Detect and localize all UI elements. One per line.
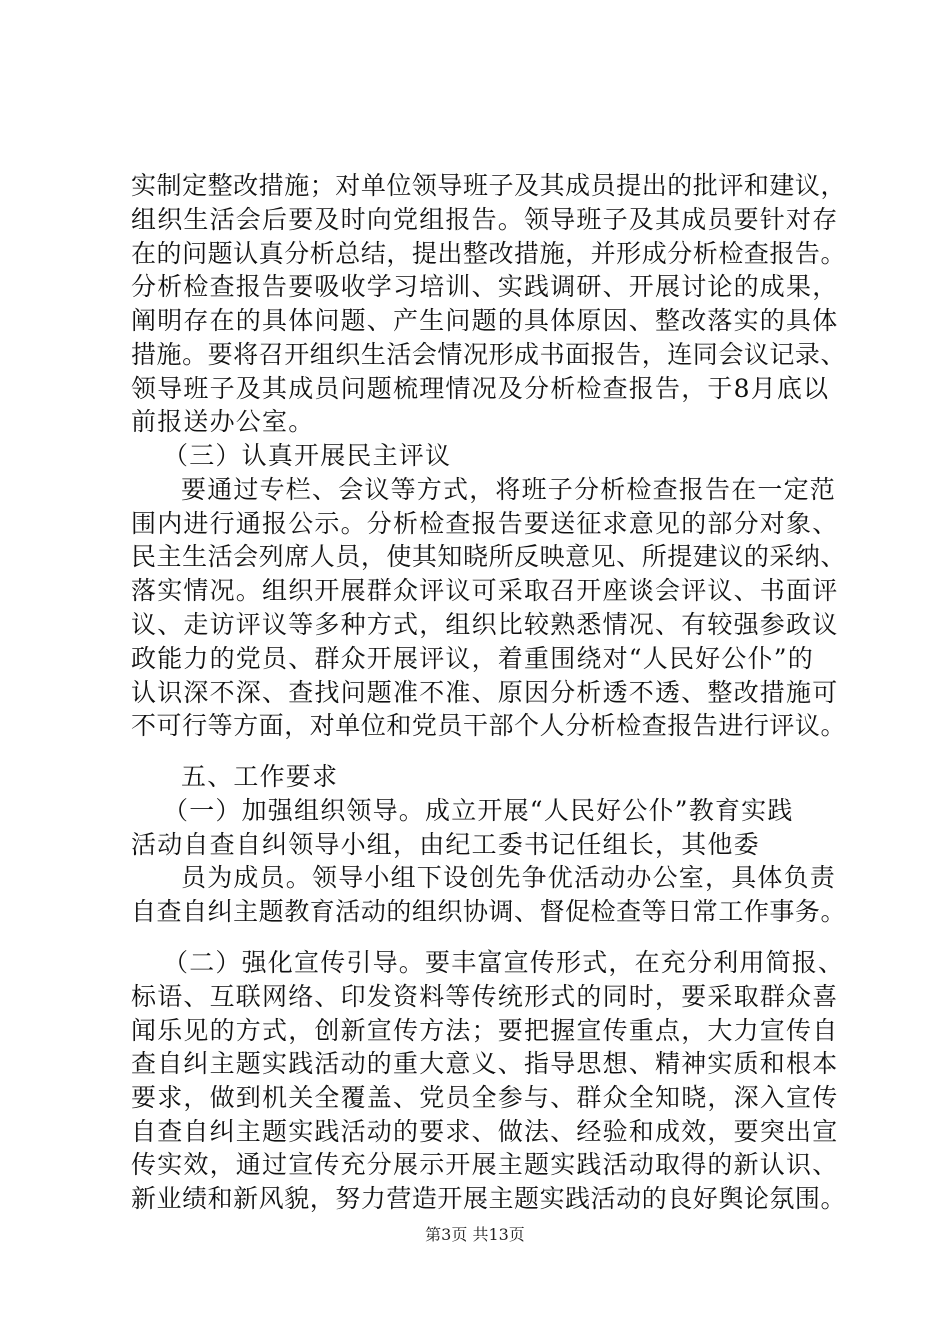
text-line: 前报送办公室。 — [131, 407, 315, 436]
text-line: 民主生活会列席人员，使其知晓所反映意见、所提建议的采纳、 — [131, 542, 846, 571]
text-line: 传实效，通过宣传充分展示开展主题实践活动取得的新认识、 — [131, 1150, 839, 1179]
text-line: 领导班子及其成员问题梳理情况及分析检查报告，于8月底以 — [131, 374, 830, 403]
text-line: 围内进行通报公示。分析检查报告要送征求意见的部分对象、 — [131, 509, 839, 538]
text-line: （一）加强组织领导。成立开展“人民好公仆”教育实践 — [163, 796, 794, 825]
text-line: 不可行等方面，对单位和党员干部个人分析检查报告进行评议。 — [131, 711, 846, 740]
section-heading: （三）认真开展民主评议 — [163, 441, 452, 470]
text-line: 落实情况。组织开展群众评议可采取召开座谈会评议、书面评 — [131, 576, 839, 605]
text-line: 自查自纠主题教育活动的组织协调、督促检查等日常工作事务。 — [131, 897, 846, 926]
text-line: 分析检查报告要吸收学习培训、实践调研、开展讨论的成果， — [131, 272, 839, 301]
text-line: 措施。要将召开组织生活会情况形成书面报告，连同会议记录、 — [131, 340, 846, 369]
text-line: 议、走访评议等多种方式，组织比较熟悉情况、有较强参政议 — [131, 610, 839, 639]
text-line: （二）强化宣传引导。要丰富宣传形式，在充分利用简报、 — [163, 948, 845, 977]
text-line: 员为成员。领导小组下设创先争优活动办公室，具体负责 — [181, 863, 837, 892]
page-footer: 第3页 共13页 — [425, 1225, 525, 1244]
text-line: 要求，做到机关全覆盖、党员全参与、群众全知晓，深入宣传 — [131, 1083, 839, 1112]
text-line: 闻乐见的方式，创新宣传方法；要把握宣传重点，大力宣传自 — [131, 1016, 839, 1045]
text-line: 查自纠主题实践活动的重大意义、指导思想、精神实质和根本 — [131, 1049, 839, 1078]
section-heading: 五、工作要求 — [181, 762, 339, 791]
text-line: 新业绩和新风貌，努力营造开展主题实践活动的良好舆论氛围。 — [131, 1184, 846, 1213]
text-line: 标语、互联网络、印发资料等传统形式的同时，要采取群众喜 — [131, 982, 839, 1011]
text-line: 阐明存在的具体问题、产生问题的具体原因、整改落实的具体 — [131, 306, 839, 335]
text-line: 认识深不深、查找问题准不准、原因分析透不透、整改措施可 — [131, 678, 839, 707]
text-line: 活动自查自纠领导小组，由纪工委书记任组长，其他委 — [131, 830, 760, 859]
text-line: 在的问题认真分析总结，提出整改措施，并形成分析检查报告。 — [131, 239, 846, 268]
text-line: 政能力的党员、群众开展评议，着重围绕对“人民好公仆”的 — [131, 644, 814, 673]
text-line: 要通过专栏、会议等方式，将班子分析检查报告在一定范 — [181, 475, 837, 504]
text-line: 实制定整改措施；对单位领导班子及其成员提出的批评和建议， — [131, 171, 846, 200]
text-line: 自查自纠主题实践活动的要求、做法、经验和成效，要突出宣 — [131, 1117, 839, 1146]
text-line: 组织生活会后要及时向党组报告。领导班子及其成员要针对存 — [131, 205, 839, 234]
